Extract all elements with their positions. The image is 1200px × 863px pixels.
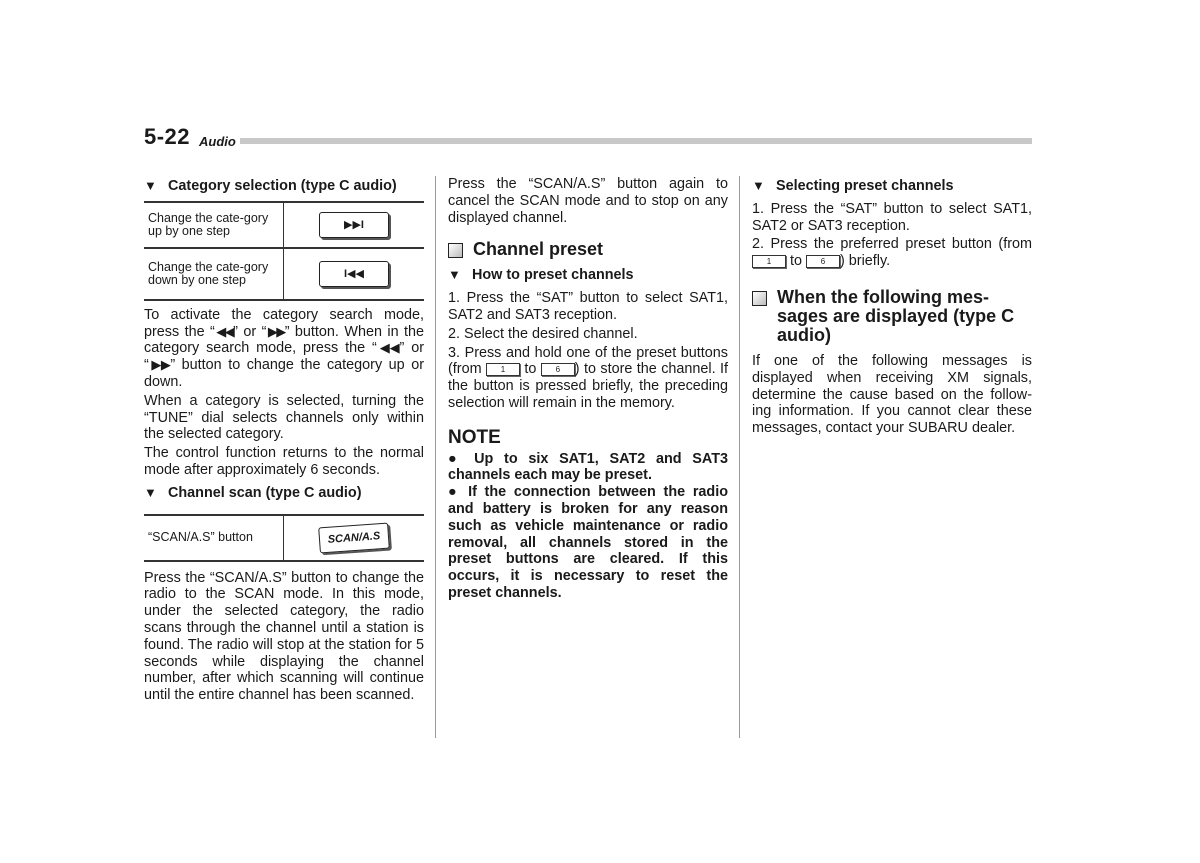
column-1 xyxy=(144,176,424,706)
paragraph-normal-mode: The control function returns to the normal mode after approximately 6 seconds. xyxy=(144,445,424,478)
fast-forward-icon: ▶▶ xyxy=(148,357,171,373)
step-2: 2. Press the preferred preset button (from 1 to 6 ) briefly. xyxy=(752,236,1032,270)
preset-button-1-icon: 1 xyxy=(752,255,786,268)
subheading-how-to-preset: ▼ How to preset channels xyxy=(448,267,634,284)
subheading-selecting-preset: ▼ Selecting preset channels xyxy=(752,178,954,194)
preset-button-6-icon: 6 xyxy=(806,255,840,268)
scan-control-table xyxy=(144,514,424,562)
seek-down-icon: I◀◀ xyxy=(319,261,389,287)
heading-messages-displayed: When the following mes-sages are displayed (type C audio) xyxy=(752,288,1032,345)
paragraph-cancel-scan: Press the “SCAN/A.S” button again to cancel the SCAN mode and to stop on any displayed channel. xyxy=(448,176,728,226)
square-bullet-icon xyxy=(752,291,767,306)
preset-button-1-icon: 1 xyxy=(486,363,520,376)
page-header xyxy=(144,124,1032,152)
step-1: 1. Press the “SAT” button to select SAT1, SAT2 and SAT3 reception. xyxy=(448,290,728,323)
square-bullet-icon xyxy=(448,243,463,258)
triangle-down-icon: ▼ xyxy=(448,267,461,283)
section-name: Audio xyxy=(199,134,236,149)
page-number: 5-22 xyxy=(144,124,191,149)
column-3 xyxy=(752,176,1032,439)
column-2 xyxy=(448,176,728,602)
header-rule xyxy=(240,138,1032,144)
row-label: “SCAN/A.S” button xyxy=(144,515,284,561)
triangle-down-icon: ▼ xyxy=(144,178,157,193)
row-label: Change the cate-gory down by one step xyxy=(144,248,284,300)
preset-button-6-icon: 6 xyxy=(541,363,575,376)
paragraph-category-search: To activate the category search mode, press the “◀◀” or “▶▶” button. When in the category search mode, press the “◀◀” or “▶▶” button to change the category up or down. xyxy=(144,306,425,390)
step-2: 2. Select the desired channel. xyxy=(448,325,638,342)
rewind-icon: ◀◀ xyxy=(376,340,400,356)
table-row xyxy=(144,515,424,561)
paragraph-tune-dial: When a category is selected, turning the “TUNE” dial selects channels only within the selected category. xyxy=(144,392,424,443)
note-item: ● Up to six SAT1, SAT2 and SAT3 channels each may be preset. xyxy=(448,450,728,484)
table-row xyxy=(144,248,424,300)
button-illustration xyxy=(284,248,425,300)
table-row xyxy=(144,202,424,248)
rewind-icon: ◀◀ xyxy=(214,323,234,339)
subheading-category-selection: ▼ Category selection (type C audio) xyxy=(144,178,397,194)
category-control-table xyxy=(144,201,424,301)
step-3: 3. Press and hold one of the preset buttons (from 1 to 6 ) to store the channel. If the button is pressed briefly, the preceding selection will remain in the memory. xyxy=(448,344,729,411)
column-divider-2 xyxy=(739,176,740,738)
triangle-down-icon: ▼ xyxy=(752,178,765,193)
step-1: 1. Press the “SAT” button to select SAT1, SAT2 or SAT3 reception. xyxy=(752,200,1032,234)
column-divider-1 xyxy=(435,176,436,738)
fast-forward-icon: ▶▶ xyxy=(266,323,285,339)
triangle-down-icon: ▼ xyxy=(144,484,157,500)
heading-channel-preset: Channel preset xyxy=(448,240,728,259)
button-illustration xyxy=(284,202,425,248)
paragraph-scan-mode: Press the “SCAN/A.S” button to change the radio to the SCAN mode. In this mode, under the selected category, the radio scans through the channel until a station is found. The radio will stop at the station for 5 seconds while displaying the channel number, after which scanning will continue until the entire channel has been scanned. xyxy=(144,569,424,704)
note-item: ● If the connection between the radio and battery is broken for any reason such as vehicle maintenance or radio removal, all channels stored in the preset buttons are cleared. If this occurs, it is necessary to reset the preset channels. xyxy=(448,484,728,601)
button-illustration xyxy=(284,515,425,561)
scan-button-icon: SCAN/A.S xyxy=(318,522,390,553)
row-label: Change the cate-gory up by one step xyxy=(144,202,284,248)
subheading-channel-scan: ▼ Channel scan (type C audio) xyxy=(144,484,362,501)
seek-up-icon: ▶▶I xyxy=(319,212,389,238)
note-title: NOTE xyxy=(448,426,501,448)
paragraph-xm-messages: If one of the following messages is displayed when receiving XM signals, determine the cause based on the follow-ing information. If you cannot clear these messages, contact your SUBARU dealer. xyxy=(752,352,1032,437)
